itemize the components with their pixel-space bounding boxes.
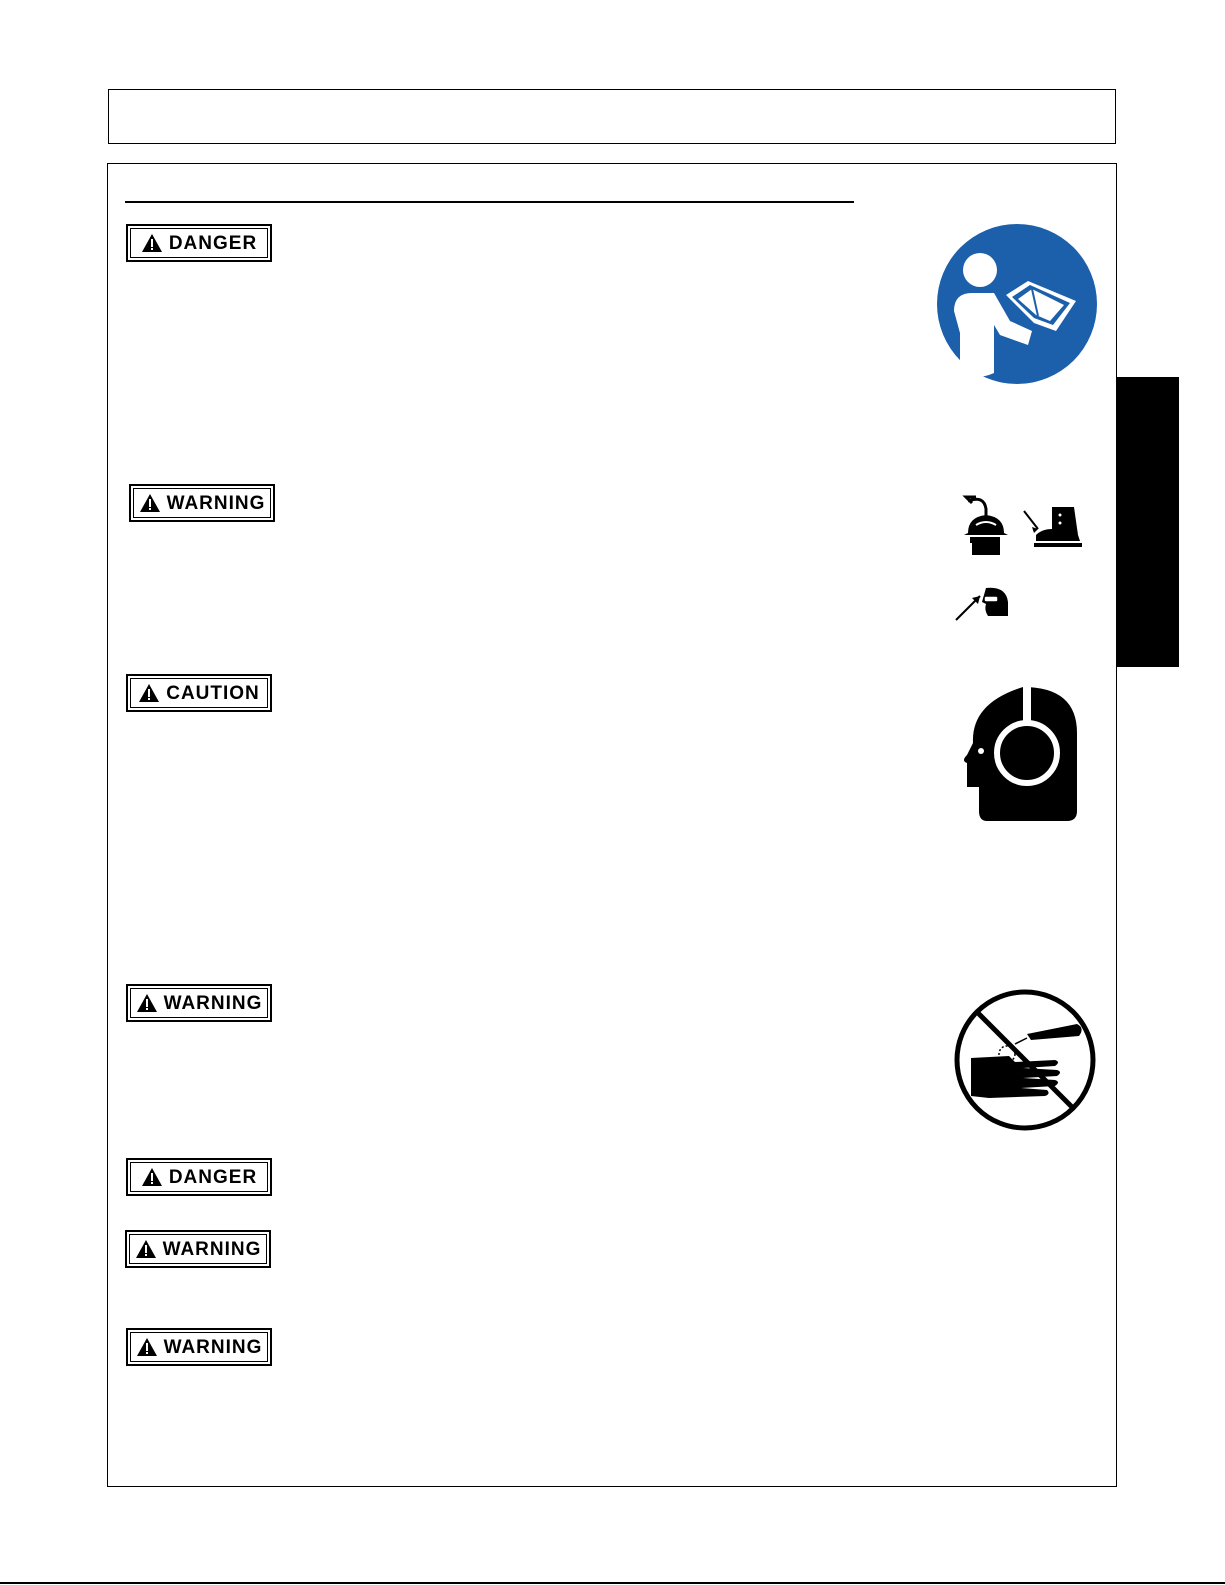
no-skin-contact-icon (953, 988, 1097, 1132)
safety-boot-icon (1022, 503, 1084, 551)
warning-label (129, 484, 275, 522)
warning-label (125, 1230, 271, 1268)
alert-triangle-icon (138, 683, 160, 703)
signal-word: WARNING (163, 992, 263, 1014)
page-bottom-rule (0, 1582, 1225, 1584)
alert-triangle-icon (141, 1167, 163, 1187)
warning-label (126, 1328, 272, 1366)
alert-triangle-icon (135, 1239, 157, 1259)
warning-label (126, 984, 272, 1022)
section-side-tab (1116, 377, 1179, 667)
caution-label (126, 674, 272, 712)
page-header-box (108, 89, 1116, 144)
alert-triangle-icon (141, 233, 163, 253)
hearing-protection-icon (963, 683, 1093, 826)
signal-word: WARNING (166, 492, 266, 514)
alert-triangle-icon (136, 993, 158, 1013)
face-shield-icon (954, 586, 1012, 622)
signal-word: WARNING (162, 1238, 262, 1260)
signal-word: WARNING (163, 1336, 263, 1358)
danger-label (126, 1158, 272, 1196)
signal-word: DANGER (168, 232, 258, 254)
danger-label (126, 224, 272, 262)
section-heading-rule (125, 201, 854, 203)
alert-triangle-icon (136, 1337, 158, 1357)
read-manual-icon (936, 223, 1098, 385)
hard-hat-icon (962, 495, 1012, 557)
alert-triangle-icon (139, 493, 161, 513)
signal-word: CAUTION (166, 682, 260, 704)
signal-word: DANGER (168, 1166, 258, 1188)
